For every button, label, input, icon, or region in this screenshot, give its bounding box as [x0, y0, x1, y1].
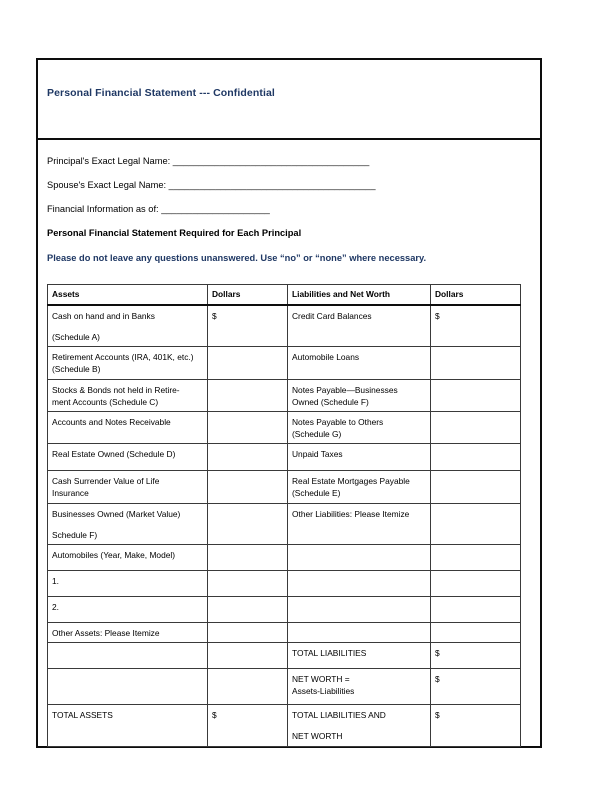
liability-amount-value: $: [435, 710, 440, 721]
asset-label-line-1: Stocks & Bonds not held in Retire-: [52, 384, 180, 395]
liability-label-cell: [288, 503, 431, 544]
liability-amount-cell[interactable]: [431, 379, 521, 411]
table-row: [48, 705, 521, 746]
liability-label-cell: [288, 545, 431, 571]
liability-label-cell: [288, 623, 431, 643]
liability-label-line-1: Other Liabilities: Please Itemize: [292, 508, 410, 519]
liability-label-cell: [288, 379, 431, 411]
asset-label-line-2: (Schedule B): [52, 364, 101, 375]
liability-amount-value: $: [435, 674, 440, 685]
liability-label-cell: [288, 571, 431, 597]
asset-amount-cell[interactable]: [208, 305, 288, 347]
liability-label-line-1: Notes Payable—Businesses: [292, 384, 398, 395]
document-page: [36, 58, 542, 748]
column-header-assets: Assets: [48, 284, 208, 305]
form-fields-block: [38, 140, 540, 264]
liability-amount-value: $: [435, 310, 440, 321]
document-header-band: [38, 60, 540, 140]
asset-amount-cell[interactable]: [208, 545, 288, 571]
table-row: [48, 545, 521, 571]
liability-label-cell: [288, 411, 431, 443]
asset-label-cell: [48, 471, 208, 503]
asset-amount-cell[interactable]: [208, 379, 288, 411]
liability-label-cell: [288, 444, 431, 471]
liability-label-line-2: NET WORTH: [292, 731, 343, 742]
liability-amount-cell[interactable]: [431, 305, 521, 347]
spouse-name-field[interactable]: Spouse's Exact Legal Name: ________________________________________: [47, 180, 376, 191]
asset-label-line-2: (Schedule A): [52, 331, 100, 342]
asset-amount-cell[interactable]: [208, 643, 288, 669]
liability-label-line-2: (Schedule G): [292, 429, 342, 440]
liability-label-line-1: Real Estate Mortgages Payable: [292, 476, 410, 487]
asset-label-line-1: Accounts and Notes Receivable: [52, 416, 171, 427]
liability-label-line-2: Assets-Liabilities: [292, 686, 355, 697]
financial-statement-table: [47, 284, 521, 747]
liability-amount-cell[interactable]: [431, 669, 521, 705]
asset-label-cell: [48, 643, 208, 669]
column-header-assets-dollars: Dollars: [208, 284, 288, 305]
asset-label-cell: [48, 545, 208, 571]
principal-name-field[interactable]: Principal's Exact Legal Name: ______________________________________: [47, 156, 370, 166]
liability-amount-cell[interactable]: [431, 623, 521, 643]
asset-label-line-1: TOTAL ASSETS: [52, 710, 113, 721]
liability-amount-cell[interactable]: [431, 444, 521, 471]
asset-label-cell: [48, 705, 208, 746]
liability-label-line-1: Automobile Loans: [292, 352, 360, 363]
asset-amount-cell[interactable]: [208, 503, 288, 544]
liability-label-cell: [288, 471, 431, 503]
asset-amount-cell[interactable]: [208, 471, 288, 503]
liability-label-line-2: Owned (Schedule F): [292, 396, 369, 407]
asset-amount-cell[interactable]: [208, 411, 288, 443]
asset-label-cell: [48, 597, 208, 623]
liability-amount-cell[interactable]: [431, 597, 521, 623]
liability-amount-value: $: [435, 648, 440, 659]
asset-amount-cell[interactable]: [208, 705, 288, 746]
liability-label-line-1: TOTAL LIABILITIES: [292, 648, 367, 659]
table-row: [48, 411, 521, 443]
asset-label-line-1: Automobiles (Year, Make, Model): [52, 550, 176, 561]
table-row: [48, 643, 521, 669]
asset-label-cell: [48, 571, 208, 597]
asset-label-cell: [48, 444, 208, 471]
liability-label-cell: [288, 597, 431, 623]
financial-info-date-field[interactable]: Financial Information as of: _____________________: [47, 204, 270, 215]
liability-label-cell: [288, 347, 431, 379]
asset-label-line-2: Schedule F): [52, 529, 98, 540]
liability-amount-cell[interactable]: [431, 705, 521, 746]
financial-table-container: [38, 274, 540, 747]
column-header-liabilities-dollars: Dollars: [431, 284, 521, 305]
table-row: [48, 379, 521, 411]
asset-label-line-1: Real Estate Owned (Schedule D): [52, 449, 176, 460]
asset-label-line-1: Other Assets: Please Itemize: [52, 628, 160, 639]
asset-amount-cell[interactable]: [208, 347, 288, 379]
table-row: [48, 571, 521, 597]
liability-label-cell: [288, 705, 431, 746]
asset-label-cell: [48, 669, 208, 705]
asset-label-line-2: ment Accounts (Schedule C): [52, 396, 159, 407]
asset-amount-value: $: [212, 310, 217, 321]
table-row: [48, 597, 521, 623]
liability-label-line-1: NET WORTH =: [292, 674, 350, 685]
asset-label-cell: [48, 623, 208, 643]
table-row: [48, 471, 521, 503]
table-row: [48, 623, 521, 643]
asset-label-line-1: 2.: [52, 602, 59, 613]
liability-amount-cell[interactable]: [431, 643, 521, 669]
liability-label-line-1: Notes Payable to Others: [292, 416, 384, 427]
liability-label-cell: [288, 643, 431, 669]
page-title: Personal Financial Statement --- Confidential: [47, 87, 275, 99]
liability-label-cell: [288, 669, 431, 705]
asset-label-line-1: Retirement Accounts (IRA, 401K, etc.): [52, 352, 194, 363]
table-row: [48, 305, 521, 347]
asset-label-cell: [48, 305, 208, 347]
table-row: [48, 503, 521, 544]
table-row: [48, 444, 521, 471]
liability-amount-cell[interactable]: [431, 411, 521, 443]
asset-label-cell: [48, 347, 208, 379]
asset-amount-value: $: [212, 710, 217, 721]
asset-amount-cell[interactable]: [208, 571, 288, 597]
asset-label-line-1: Cash on hand and in Banks: [52, 310, 155, 321]
asset-label-line-1: Businesses Owned (Market Value): [52, 508, 181, 519]
asset-label-line-2: Insurance: [52, 488, 89, 499]
table-row: [48, 669, 521, 705]
liability-label-line-1: Credit Card Balances: [292, 310, 372, 321]
column-header-liabilities: Liabilities and Net Worth: [288, 284, 431, 305]
table-body: [48, 305, 521, 746]
liability-amount-cell[interactable]: [431, 545, 521, 571]
table-header-row: [48, 284, 521, 305]
requirement-text: Personal Financial Statement Required for Each Principal: [47, 228, 302, 239]
liability-label-line-1: TOTAL LIABILITIES AND: [292, 710, 386, 721]
asset-label-cell: [48, 503, 208, 544]
asset-amount-cell[interactable]: [208, 669, 288, 705]
liability-label-cell: [288, 305, 431, 347]
liability-amount-cell[interactable]: [431, 571, 521, 597]
asset-label-cell: [48, 379, 208, 411]
asset-amount-cell[interactable]: [208, 597, 288, 623]
asset-label-line-1: Cash Surrender Value of Life: [52, 476, 160, 487]
instructions-notice: Please do not leave any questions unanswered. Use “no” or “none” where necessary.: [47, 252, 427, 263]
table-row: [48, 347, 521, 379]
asset-label-line-1: 1.: [52, 576, 59, 587]
liability-amount-cell[interactable]: [431, 503, 521, 544]
asset-amount-cell[interactable]: [208, 444, 288, 471]
asset-label-cell: [48, 411, 208, 443]
asset-amount-cell[interactable]: [208, 623, 288, 643]
liability-amount-cell[interactable]: [431, 471, 521, 503]
liability-label-line-2: (Schedule E): [292, 488, 341, 499]
liability-amount-cell[interactable]: [431, 347, 521, 379]
liability-label-line-1: Unpaid Taxes: [292, 449, 343, 460]
